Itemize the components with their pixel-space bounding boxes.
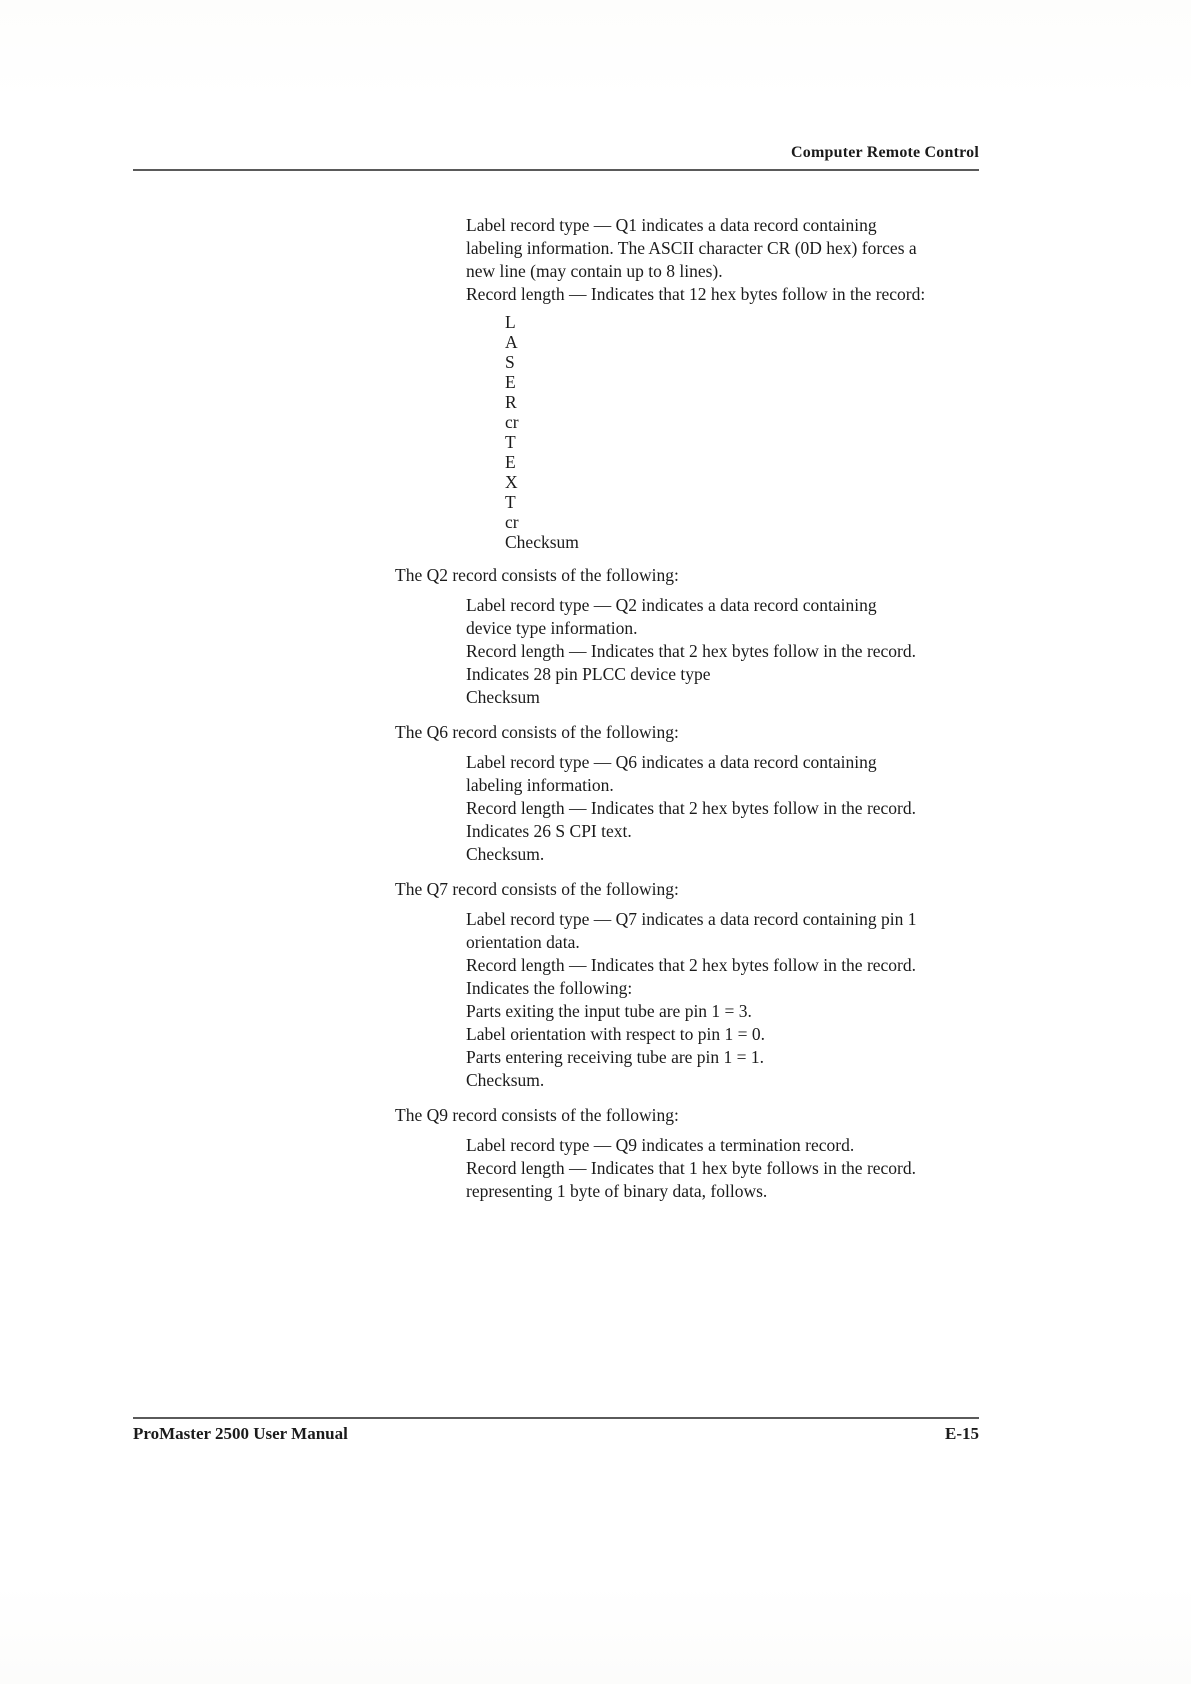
section-q7 bbox=[466, 908, 1006, 1092]
footer-page-number: E-15 bbox=[945, 1424, 979, 1443]
section-q6 bbox=[466, 751, 1006, 866]
record-line: device type information. bbox=[466, 618, 638, 638]
record-line: Label orientation with respect to pin 1 = 0. bbox=[466, 1024, 766, 1044]
record-byte: X bbox=[505, 472, 518, 492]
section-heading-q6: The Q6 record consists of the following: bbox=[395, 722, 679, 742]
record-line: labeling information. bbox=[466, 775, 614, 795]
record-line: Record length — Indicates that 1 hex byte follows in the record. bbox=[466, 1158, 917, 1178]
footer-manual-title: ProMaster 2500 User Manual bbox=[133, 1424, 348, 1443]
record-byte-list bbox=[505, 312, 1191, 552]
page-content bbox=[0, 214, 1191, 1203]
record-line: Indicates the following: bbox=[466, 978, 633, 998]
record-line: Label record type — Q2 indicates a data record containing bbox=[466, 595, 877, 615]
section-heading-q2: The Q2 record consists of the following: bbox=[395, 565, 679, 585]
record-byte: cr bbox=[505, 412, 519, 432]
record-byte: E bbox=[505, 452, 516, 472]
record-line: Label record type — Q1 indicates a data record containing bbox=[466, 215, 877, 235]
record-byte: L bbox=[505, 312, 516, 332]
record-byte: T bbox=[505, 432, 516, 452]
record-line: Label record type — Q6 indicates a data record containing bbox=[466, 752, 877, 772]
record-line: new line (may contain up to 8 lines). bbox=[466, 261, 723, 281]
record-line: labeling information. The ASCII character CR (0D hex) forces a bbox=[466, 238, 917, 258]
record-line: Record length — Indicates that 2 hex bytes follow in the record. bbox=[466, 641, 917, 661]
record-line: Checksum bbox=[466, 687, 540, 707]
section-q1 bbox=[466, 214, 1006, 306]
footer-rule bbox=[133, 1417, 979, 1419]
record-line: Record length — Indicates that 2 hex bytes follow in the record. bbox=[466, 798, 917, 818]
record-line: Label record type — Q9 indicates a termination record. bbox=[466, 1135, 855, 1155]
record-line: Parts entering receiving tube are pin 1 = 1. bbox=[466, 1047, 765, 1067]
section-q9 bbox=[466, 1134, 1006, 1203]
record-byte: S bbox=[505, 352, 515, 372]
record-byte: Checksum bbox=[505, 532, 579, 552]
section-heading-q9: The Q9 record consists of the following: bbox=[395, 1105, 679, 1125]
record-byte: E bbox=[505, 372, 516, 392]
record-line: Record length — Indicates that 2 hex bytes follow in the record. bbox=[466, 955, 917, 975]
record-line: Indicates 28 pin PLCC device type bbox=[466, 664, 711, 684]
record-line: Label record type — Q7 indicates a data record containing pin 1 bbox=[466, 909, 917, 929]
record-byte: cr bbox=[505, 512, 519, 532]
record-line: Checksum. bbox=[466, 1070, 545, 1090]
record-line: Parts exiting the input tube are pin 1 = 3. bbox=[466, 1001, 752, 1021]
record-byte: T bbox=[505, 492, 516, 512]
section-heading-q7: The Q7 record consists of the following: bbox=[395, 879, 679, 899]
record-line: representing 1 byte of binary data, follows. bbox=[466, 1181, 768, 1201]
record-line: Checksum. bbox=[466, 844, 545, 864]
record-line: Indicates 26 S CPI text. bbox=[466, 821, 632, 841]
header-rule bbox=[133, 169, 979, 171]
record-byte: A bbox=[505, 332, 518, 352]
record-line: orientation data. bbox=[466, 932, 580, 952]
page-header-title: Computer Remote Control bbox=[791, 144, 979, 161]
section-q2 bbox=[466, 594, 1006, 709]
record-line: Record length — Indicates that 12 hex bytes follow in the record: bbox=[466, 284, 926, 304]
record-byte: R bbox=[505, 392, 517, 412]
